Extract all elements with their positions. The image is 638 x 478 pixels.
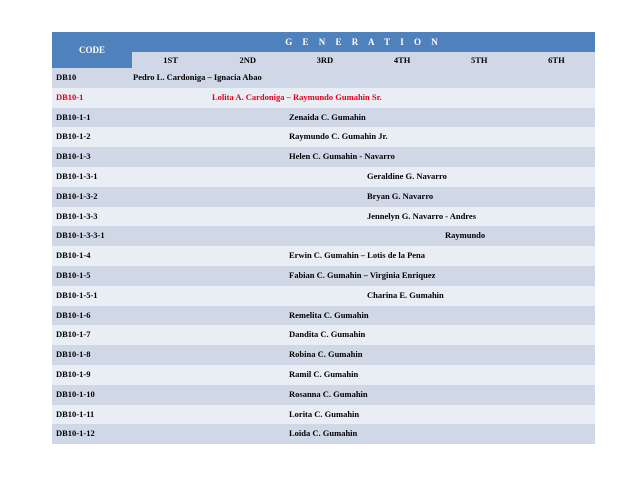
generation-columns xyxy=(132,52,595,68)
row-name: Pedro L. Cardoniga – Ignacia Abao xyxy=(133,72,262,82)
genealogy-table xyxy=(52,32,595,444)
row-code: DB10-1-9 xyxy=(56,368,91,379)
row-name: Rosanna C. Gumahin xyxy=(289,388,368,399)
table-row xyxy=(52,246,595,266)
table-row xyxy=(52,147,595,167)
table-row xyxy=(52,187,595,207)
row-code: DB10-1-8 xyxy=(56,349,91,360)
row-code: DB10-1-3-1 xyxy=(56,170,98,181)
row-name: Jennelyn G. Navarro - Andres xyxy=(367,210,477,221)
row-code: DB10-1-5-1 xyxy=(56,289,98,300)
table-row xyxy=(52,226,595,246)
table-row xyxy=(52,127,595,147)
row-name: Erwin C. Gumahin – Lotis de la Pena xyxy=(289,250,426,261)
row-code: DB10-1-12 xyxy=(56,428,95,439)
row-name: Raymundo C. Gumahin Jr. xyxy=(289,131,388,142)
table-row xyxy=(52,266,595,286)
row-code: DB10 xyxy=(56,72,77,82)
row-name: Raymundo xyxy=(445,230,486,241)
row-name: Zenaida C. Gumahin xyxy=(289,111,366,122)
row-name: Dandita C. Gumahin xyxy=(289,329,366,340)
generation-col-6th: 6TH xyxy=(548,55,565,65)
row-name: Loida C. Gumahin xyxy=(289,428,358,439)
row-code: DB10-1-6 xyxy=(56,309,91,320)
row-name: Lolita A. Cardoniga – Raymundo Gumahin Sr. xyxy=(212,91,382,102)
row-name: Fabian C. Gumahin – Virginia Enriquez xyxy=(289,269,436,280)
table-row xyxy=(52,108,595,128)
table-row xyxy=(52,207,595,227)
generation-col-1st: 1ST xyxy=(163,55,178,65)
row-code: DB10-1-2 xyxy=(56,131,91,142)
table-row xyxy=(52,405,595,425)
generation-col-3rd: 3RD xyxy=(316,55,334,65)
row-name: Lorita C. Gumahin xyxy=(289,408,360,419)
table-row xyxy=(52,424,595,444)
table-row xyxy=(52,88,595,108)
table-row xyxy=(52,306,595,326)
row-code: DB10-1-11 xyxy=(56,408,95,419)
row-code: DB10-1 xyxy=(56,91,84,102)
table-row xyxy=(52,325,595,345)
row-name: Bryan G. Navarro xyxy=(367,190,434,201)
generation-header: G E N E R A T I O N xyxy=(132,32,595,52)
row-code: DB10-1-3-2 xyxy=(56,190,98,201)
table-header xyxy=(52,32,595,68)
row-code: DB10-1-3-3 xyxy=(56,210,98,221)
table-row xyxy=(52,286,595,306)
row-name: Helen C. Gumahin - Navarro xyxy=(289,151,395,162)
row-code: DB10-1-5 xyxy=(56,269,91,280)
table-row xyxy=(52,365,595,385)
row-code: DB10-1-1 xyxy=(56,111,91,122)
generation-col-2nd: 2ND xyxy=(239,55,257,65)
table-row xyxy=(52,68,595,88)
row-name: Ramil C. Gumahin xyxy=(289,368,359,379)
row-name: Charina E. Gumahin xyxy=(367,289,444,300)
row-code: DB10-1-10 xyxy=(56,388,95,399)
generation-col-4th: 4TH xyxy=(393,55,411,65)
row-code: DB10-1-3 xyxy=(56,151,91,162)
row-code: DB10-1-3-3-1 xyxy=(56,230,105,241)
table-row xyxy=(52,167,595,187)
table-row xyxy=(52,385,595,405)
row-code: DB10-1-7 xyxy=(56,329,91,340)
table-row xyxy=(52,345,595,365)
row-name: Geraldine G. Navarro xyxy=(367,170,447,181)
row-name: Robina C. Gumahin xyxy=(289,349,363,360)
code-column-header: CODE xyxy=(52,32,132,68)
row-name: Remelita C. Gumahin xyxy=(289,309,369,320)
generation-col-5th: 5TH xyxy=(471,55,488,65)
row-code: DB10-1-4 xyxy=(56,250,91,261)
